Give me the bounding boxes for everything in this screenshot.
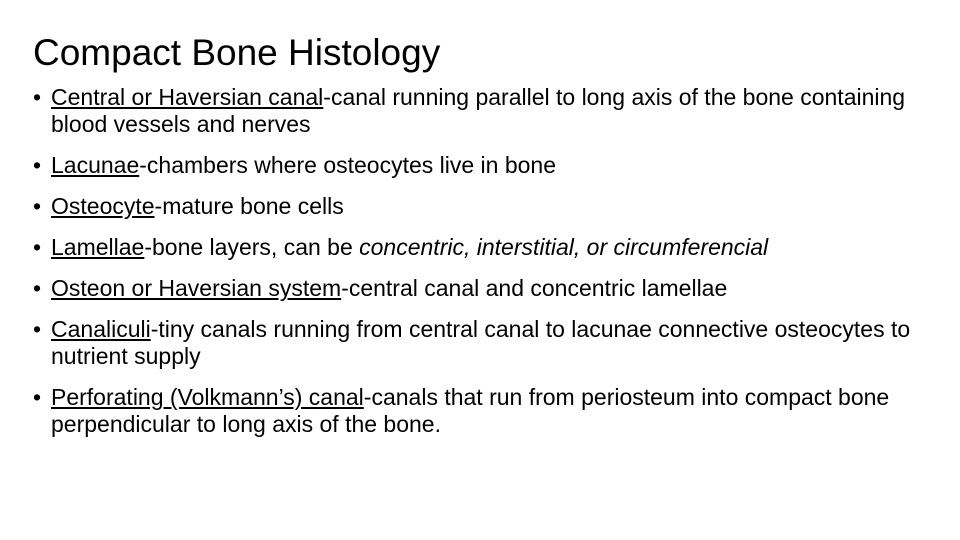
bullet-lacunae [33,152,933,179]
bullet-lamellae [33,234,933,261]
bullet-central-canal [33,84,933,138]
bullet-perforating-canal [33,384,933,438]
bullet-term: Lacunae [51,152,140,178]
bullet-term: Central or Haversian canal [51,84,324,110]
bullet-marker: • [33,234,42,260]
bullet-osteon [33,275,933,302]
bullet-marker: • [33,384,42,410]
bullet-definition: -tiny canals running from central canal to lacunae connective osteocytes to nutrient supply [51,316,911,369]
bullet-marker: • [33,316,42,342]
bullet-marker: • [33,275,42,301]
bullet-list [33,84,933,452]
bullet-marker: • [33,84,42,110]
bullet-canaliculi [33,316,933,370]
bullet-term: Lamellae [51,234,145,260]
bullet-marker: • [33,152,42,178]
bullet-definition: -chambers where osteocytes live in bone [139,152,557,178]
bullet-definition: -bone layers, can be [144,234,360,260]
bullet-term: Osteon or Haversian system [51,275,342,301]
bullet-definition: -central canal and concentric lamellae [341,275,728,301]
bullet-definition: -canals that run from periosteum into compact bone perpendicular to long axis of the bone. [51,384,890,437]
bullet-osteocyte [33,193,933,220]
bullet-definition: -mature bone cells [154,193,344,219]
slide-title: Compact Bone Histology [33,32,441,73]
bullet-term: Canaliculi [51,316,151,342]
bullet-definition: -canal running parallel to long axis of the bone containing blood vessels and nerves [51,84,906,137]
bullet-term: Osteocyte [51,193,155,219]
bullet-marker: • [33,193,42,219]
bullet-emphasis: concentric, interstitial, or circumferencial [359,234,769,260]
bullet-term: Perforating (Volkmann’s) canal [51,384,364,410]
